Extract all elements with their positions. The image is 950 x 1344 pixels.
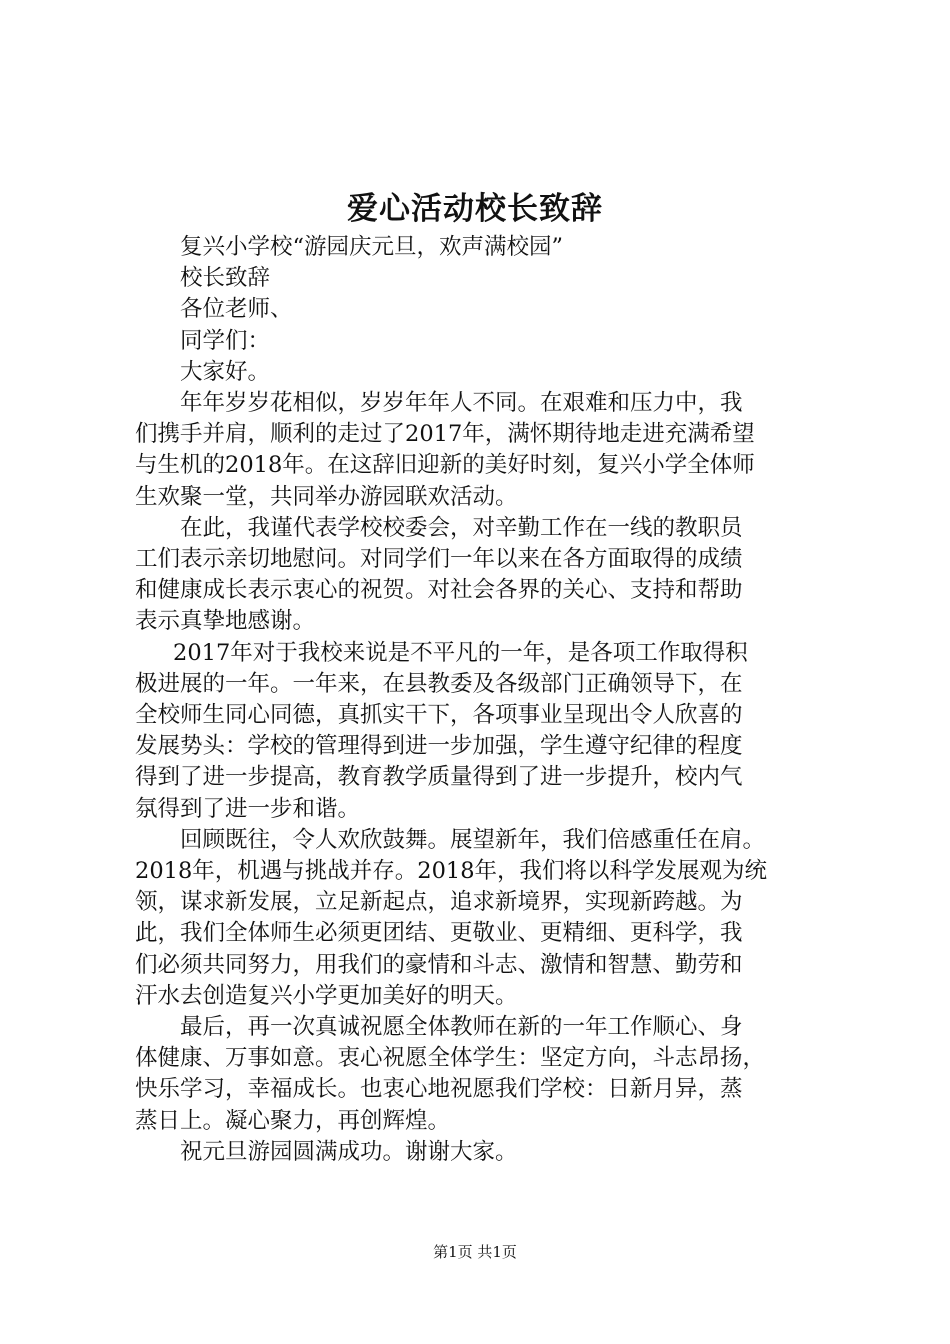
- header-line-salutation-teachers: 各位老师、: [180, 296, 293, 323]
- header-line-speech-label: 校长致辞: [180, 265, 271, 292]
- paragraph-line: 年年岁岁花相似，岁岁年年人不同。在艰难和压力中，我: [180, 390, 743, 417]
- paragraph-line: 体健康、万事如意。衷心祝愿全体学生：坚定方向，斗志昂扬，: [135, 1045, 766, 1072]
- paragraph-line: 2018年，机遇与挑战并存。2018年，我们将以科学发展观为统: [135, 858, 768, 885]
- page-number-footer: 第1页 共1页: [433, 1243, 517, 1261]
- paragraph-line: 此，我们全体师生必须更团结、更敬业、更精细、更科学，我: [135, 920, 743, 947]
- paragraph-line: 们携手并肩，顺利的走过了2017年，满怀期待地走进充满希望: [135, 421, 755, 448]
- header-line-school-event: 复兴小学校“游园庆元旦，欢声满校园”: [180, 234, 564, 260]
- paragraph-line: 快乐学习，幸福成长。也衷心地祝愿我们学校：日新月异，蒸: [135, 1076, 743, 1103]
- paragraph-line: 全校师生同心同德，真抓实干下，各项事业呈现出令人欣喜的: [135, 702, 743, 729]
- paragraph-line: 回顾既往，令人欢欣鼓舞。展望新年，我们倍感重任在肩。: [180, 826, 766, 853]
- paragraph-line: 祝元旦游园圆满成功。谢谢大家。: [180, 1138, 518, 1165]
- paragraph-line: 们必须共同努力，用我们的豪情和斗志、激情和智慧、勤劳和: [135, 951, 743, 978]
- paragraph-thanks: [135, 513, 831, 638]
- paragraph-line: 表示真挚地感谢。: [135, 608, 316, 635]
- document-title: 爱心活动校长致辞: [347, 191, 603, 227]
- document-body: [135, 232, 831, 1168]
- paragraph-line: 极进展的一年。一年来，在县教委及各级部门正确领导下，在: [135, 670, 743, 697]
- paragraph-new-year: [135, 388, 831, 513]
- paragraph-closing: [135, 1137, 831, 1168]
- paragraph-line: 在此，我谨代表学校校委会，对辛勤工作在一线的教职员: [180, 514, 743, 541]
- paragraph-line: 工们表示亲切地慰问。对同学们一年以来在各方面取得的成绩: [135, 546, 743, 573]
- paragraph-line: 发展势头：学校的管理得到进一步加强，学生遵守纪律的程度: [135, 733, 743, 760]
- paragraph-line: 氛得到了进一步和谐。: [135, 795, 361, 822]
- paragraph-line: 得到了进一步提高，教育教学质量得到了进一步提升，校内气: [135, 764, 743, 791]
- paragraph-outlook-2018: [135, 825, 831, 1012]
- paragraph-line: 与生机的2018年。在这辞旧迎新的美好时刻，复兴小学全体师: [135, 452, 755, 479]
- paragraph-line: 领，谋求新发展，立足新起点，追求新境界，实现新跨越。为: [135, 889, 743, 916]
- header-line-greeting: 大家好。: [180, 358, 271, 385]
- paragraph-line: 生欢聚一堂，共同举办游园联欢活动。: [135, 483, 518, 510]
- paragraph-line: 蒸日上。凝心聚力，再创辉煌。: [135, 1107, 451, 1134]
- paragraph-wishes: [135, 1012, 831, 1137]
- paragraph-review-2017: [135, 638, 831, 825]
- paragraph-line: 最后，再一次真诚祝愿全体教师在新的一年工作顺心、身: [180, 1014, 743, 1041]
- header-line-salutation-students: 同学们：: [180, 327, 271, 354]
- paragraph-line: 和健康成长表示衷心的祝贺。对社会各界的关心、支持和帮助: [135, 577, 743, 604]
- paragraph-line: 汗水去创造复兴小学更加美好的明天。: [135, 982, 518, 1009]
- paragraph-line: 2017年对于我校来说是不平凡的一年，是各项工作取得积: [173, 639, 748, 666]
